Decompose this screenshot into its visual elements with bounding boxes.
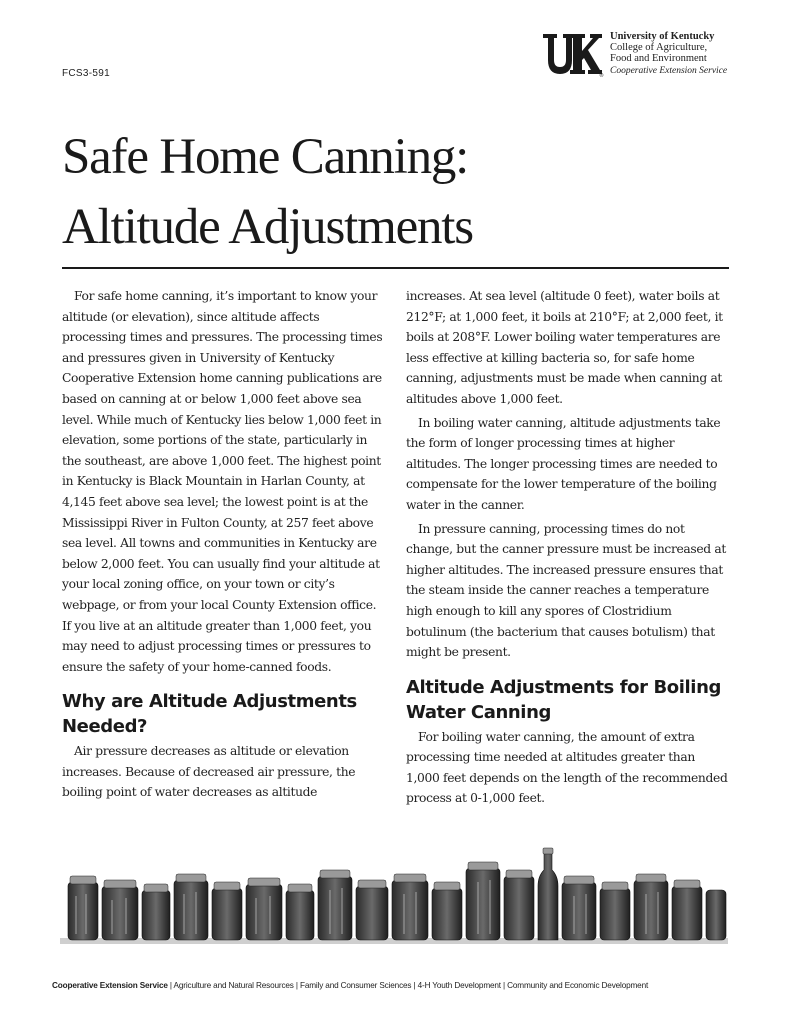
intro-paragraph: For safe home canning, it’s important to know your altitude (or elevation), since altitude affects processing times and pressures. The processing times and pressures given in University of Kentucky Cooperative Extension home canning publications are based on canning at or below 1,000 feet above sea level. While much of Kentucky lies below 1,000 feet in elevation, some portions of the state, particularly in the southeast, are above 1,000 feet. The highest point in Kentucky is Black Mountain in Harlan County, at 4,145 feet above sea level; the lowest point is at the Mississippi River in Fulton County, at 257 feet above sea level. All towns and communities in Kentucky are below 2,000 feet. You can usually find your altitude at your local zoning office, on your town or city’s webpage, or from your local County Extension office. If you live at an altitude greater than 1,000 feet, you may need to adjust processing times or pressures to ensure the safety of your home-canned foods. xyxy=(62,289,383,674)
logo-college: College of Agriculture, xyxy=(610,42,708,53)
title-line-1: Safe Home Canning: xyxy=(62,129,469,185)
why-paragraph-1-continued: increases. At sea level (altitude 0 feet), water boils at 212°F; at 1,000 feet, it boils at 210°F; at 2,000 feet, it boils at 208°F. Lower boiling water temperatures are less effective at killing bacteria so, for safe home canning, adjustments must be made when canning at altitudes above 1,000 feet. xyxy=(406,289,723,406)
uk-logo xyxy=(541,30,727,78)
document-id: FCS3-591 xyxy=(62,68,110,79)
footer-program-areas xyxy=(52,981,752,990)
logo-university: University of Kentucky xyxy=(610,31,715,42)
title-line-2: Altitude Adjustments xyxy=(62,199,473,255)
boiling-water-paragraph-1: For boiling water canning, the amount of extra processing time needed at altitudes greater than 1,000 feet depends on the length of the recommended process at 0-1,000 feet. xyxy=(406,729,728,806)
svg-text:®: ® xyxy=(599,73,604,79)
left-column xyxy=(62,286,387,806)
why-paragraph-2: In boiling water canning, altitude adjustments take the form of longer processing times at higher altitudes. The longer processing times are needed to compensate for the lower temperature of the boiling water in the canner. xyxy=(406,415,721,512)
uk-logo-mark-icon xyxy=(541,30,603,78)
logo-extension-service: Cooperative Extension Service xyxy=(610,66,728,76)
footer-lead: Cooperative Extension Service xyxy=(52,981,168,990)
why-paragraph-3: In pressure canning, processing times do not change, but the canner pressure must be increased at higher altitudes. The increased pressure ensures that the steam inside the canner reaches a temperature high enough to kill any spores of Clostridium botulinum (the bacterium that causes botulism) that might be present. xyxy=(406,521,726,660)
logo-food-environment: Food and Environment xyxy=(610,53,707,64)
right-column xyxy=(406,286,731,812)
footer-areas: | Agriculture and Natural Resources | Family and Consumer Sciences | 4-H Youth Development | Community and Economic Development xyxy=(167,981,649,990)
why-paragraph-1-start: Air pressure decreases as altitude or elevation increases. Because of decreased air pressure, the boiling point of water decreases as altitude xyxy=(62,744,356,800)
section-heading-why: Why are Altitude Adjustments Needed? xyxy=(62,691,357,738)
title-rule xyxy=(62,267,729,269)
section-heading-boiling-water: Altitude Adjustments for Boiling Water Canning xyxy=(406,676,721,723)
page-title xyxy=(62,122,732,262)
canning-jars-illustration xyxy=(60,846,728,946)
